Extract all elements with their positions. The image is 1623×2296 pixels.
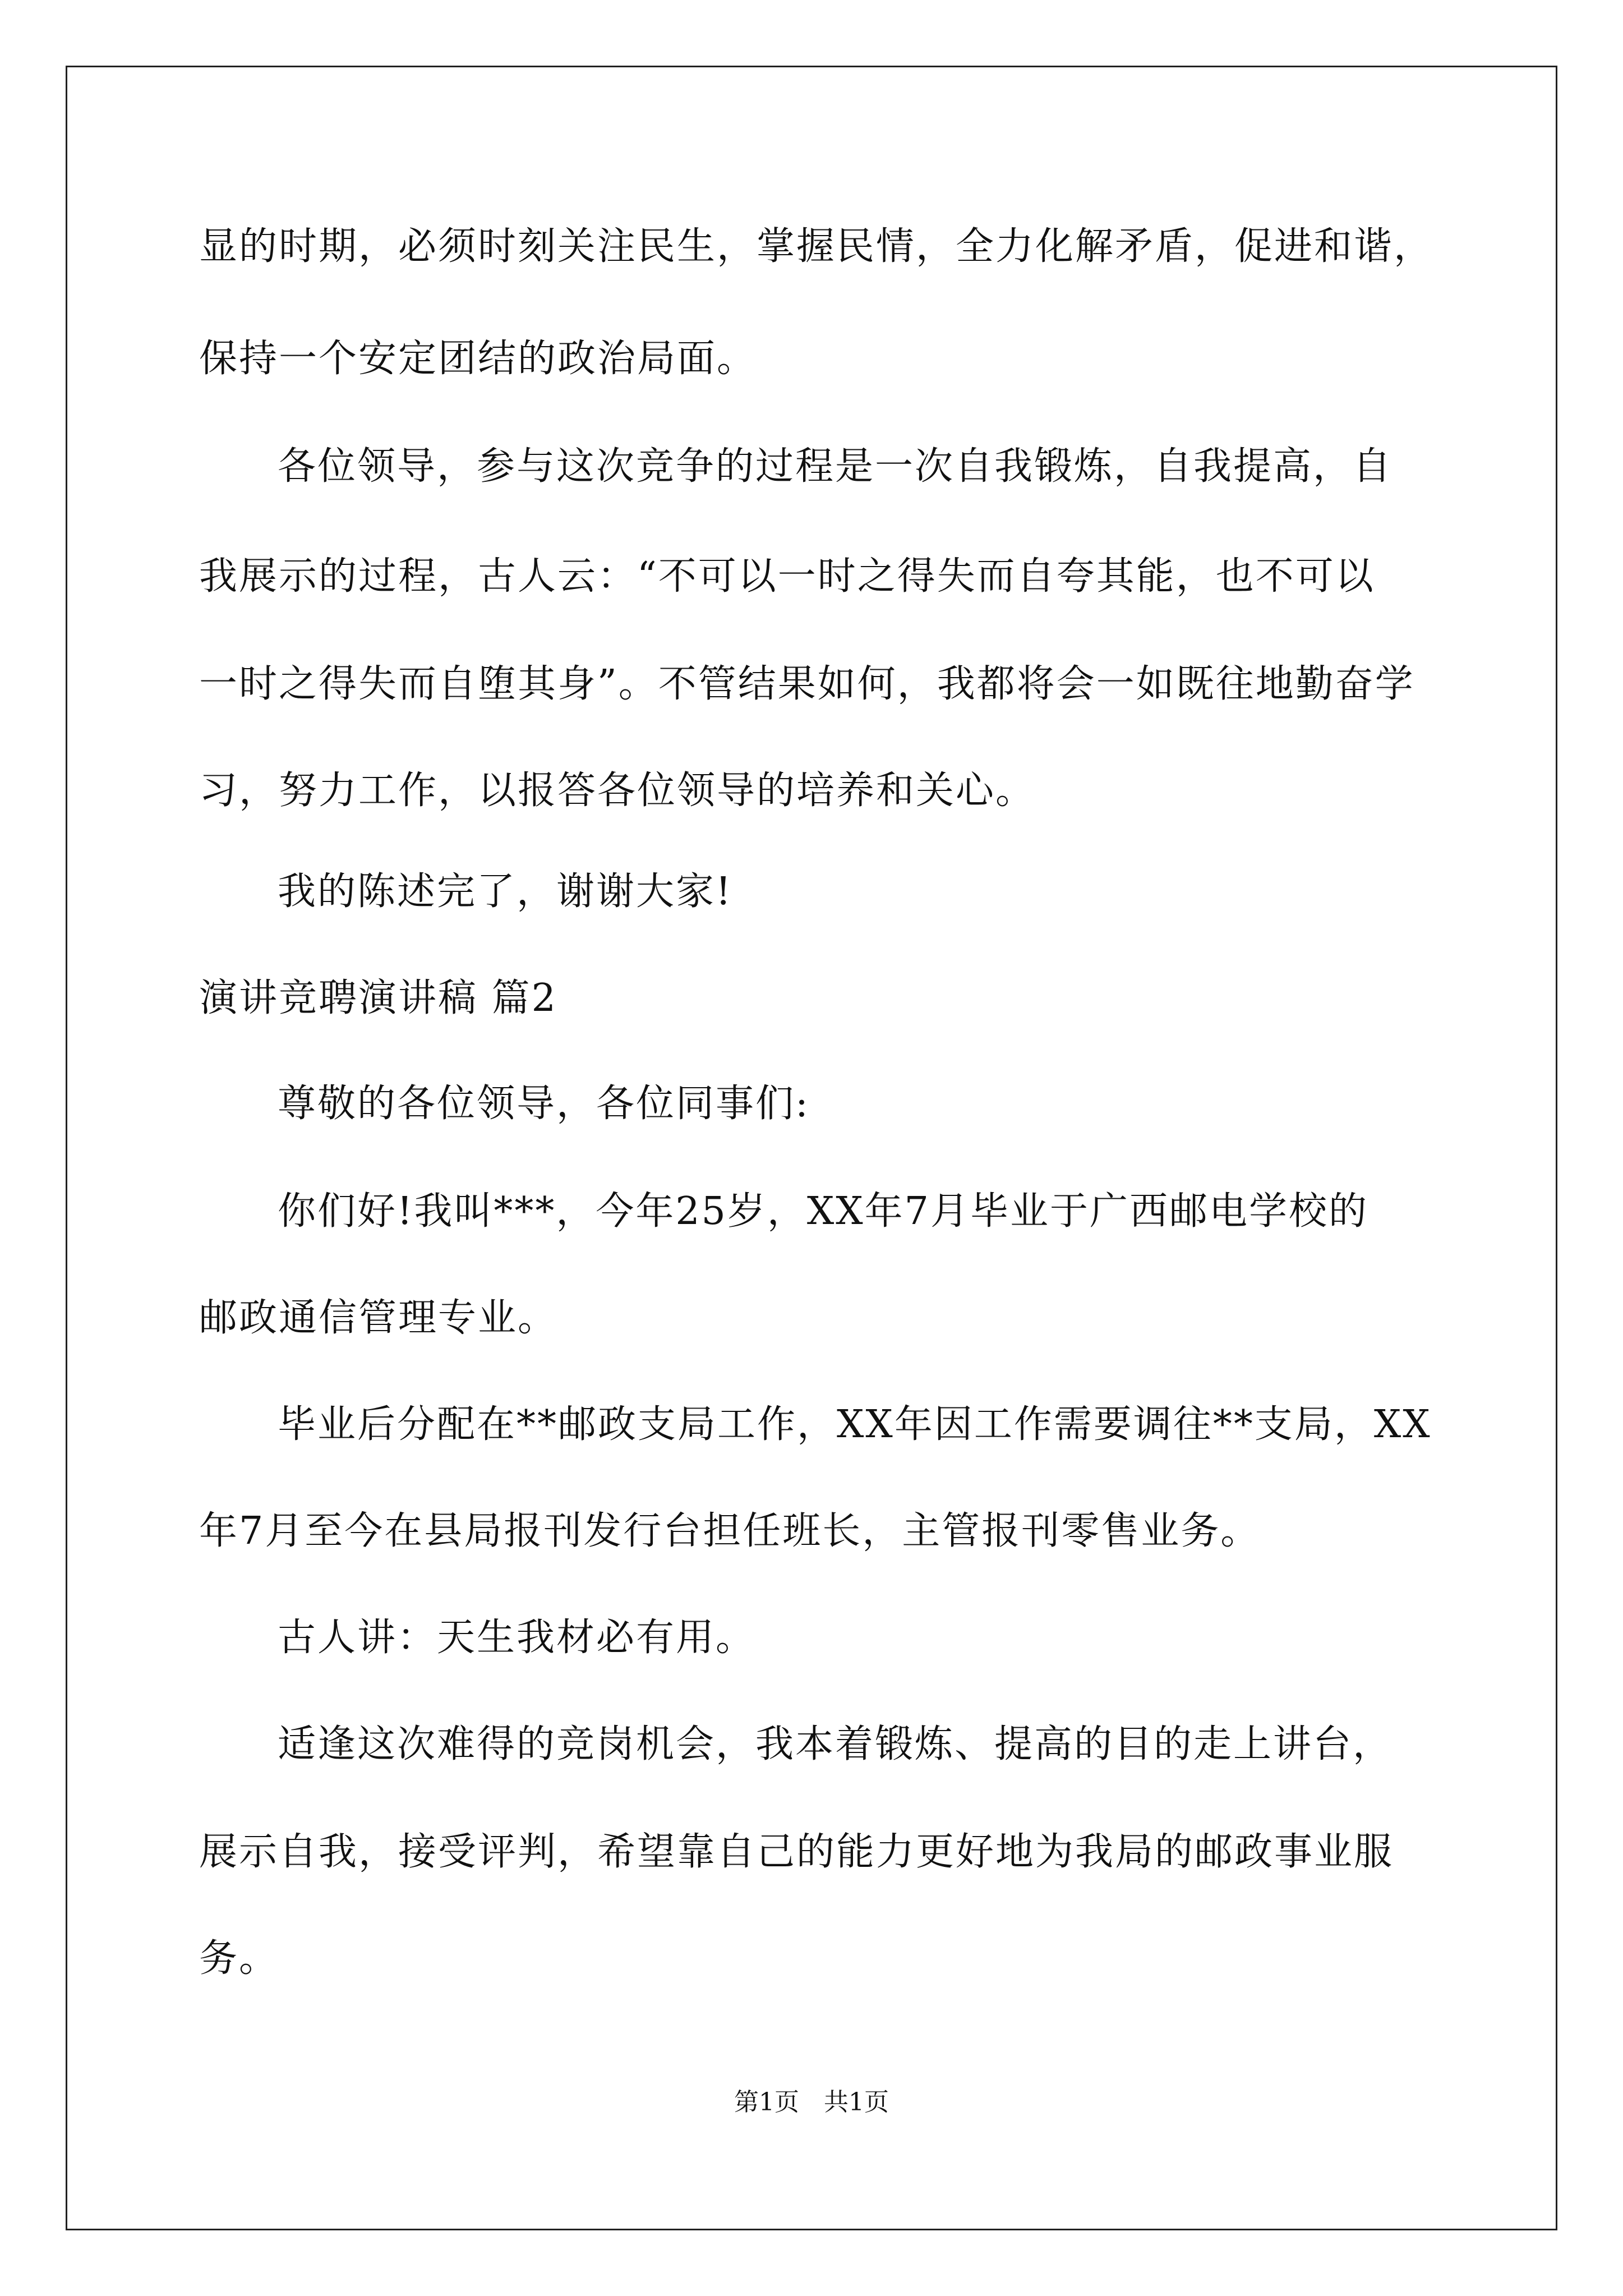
page-footer: 第1页 共1页 <box>734 2088 889 2116</box>
section-heading: 演讲竞聘演讲稿 篇2 <box>199 976 557 1020</box>
paragraph-line: 一时之得失而自堕其身”。不管结果如何，我都将会一如既往地勤奋学 <box>199 662 1415 706</box>
paragraph-line: 年7月至今在县局报刊发行台担任班长，主管报刊零售业务。 <box>199 1509 1261 1553</box>
paragraph-line: 毕业后分配在**邮政支局工作，XX年因工作需要调往**支局，XX <box>278 1402 1432 1447</box>
paragraph-line: 务。 <box>199 1936 279 1981</box>
paragraph-line: 你们好!我叫***，今年25岁，XX年7月毕业于广西邮电学校的 <box>278 1189 1368 1234</box>
paragraph-line: 我的陈述完了，谢谢大家! <box>278 869 733 914</box>
paragraph-line: 我展示的过程，古人云：“不可以一时之得失而自夸其能，也不可以 <box>199 554 1375 599</box>
paragraph-line: 显的时期，必须时刻关注民生，掌握民情，全力化解矛盾，促进和谐， <box>199 224 1434 269</box>
paragraph-line: 展示自我，接受评判，希望靠自己的能力更好地为我局的邮政事业服 <box>199 1830 1394 1874</box>
paragraph-line: 尊敬的各位领导，各位同事们: <box>278 1082 810 1126</box>
paragraph-line: 各位领导，参与这次竞争的过程是一次自我锻炼，自我提高，自 <box>278 444 1393 489</box>
paragraph-line: 保持一个安定团结的政治局面。 <box>199 337 757 381</box>
page-border <box>66 66 1557 2230</box>
paragraph-line: 邮政通信管理专业。 <box>199 1296 558 1340</box>
paragraph-line: 古人讲：天生我材必有用。 <box>278 1616 756 1660</box>
paragraph-line: 适逢这次难得的竞岗机会，我本着锻炼、提高的目的走上讲台， <box>278 1722 1393 1766</box>
paragraph-line: 习，努力工作，以报答各位领导的培养和关心。 <box>199 769 1036 813</box>
